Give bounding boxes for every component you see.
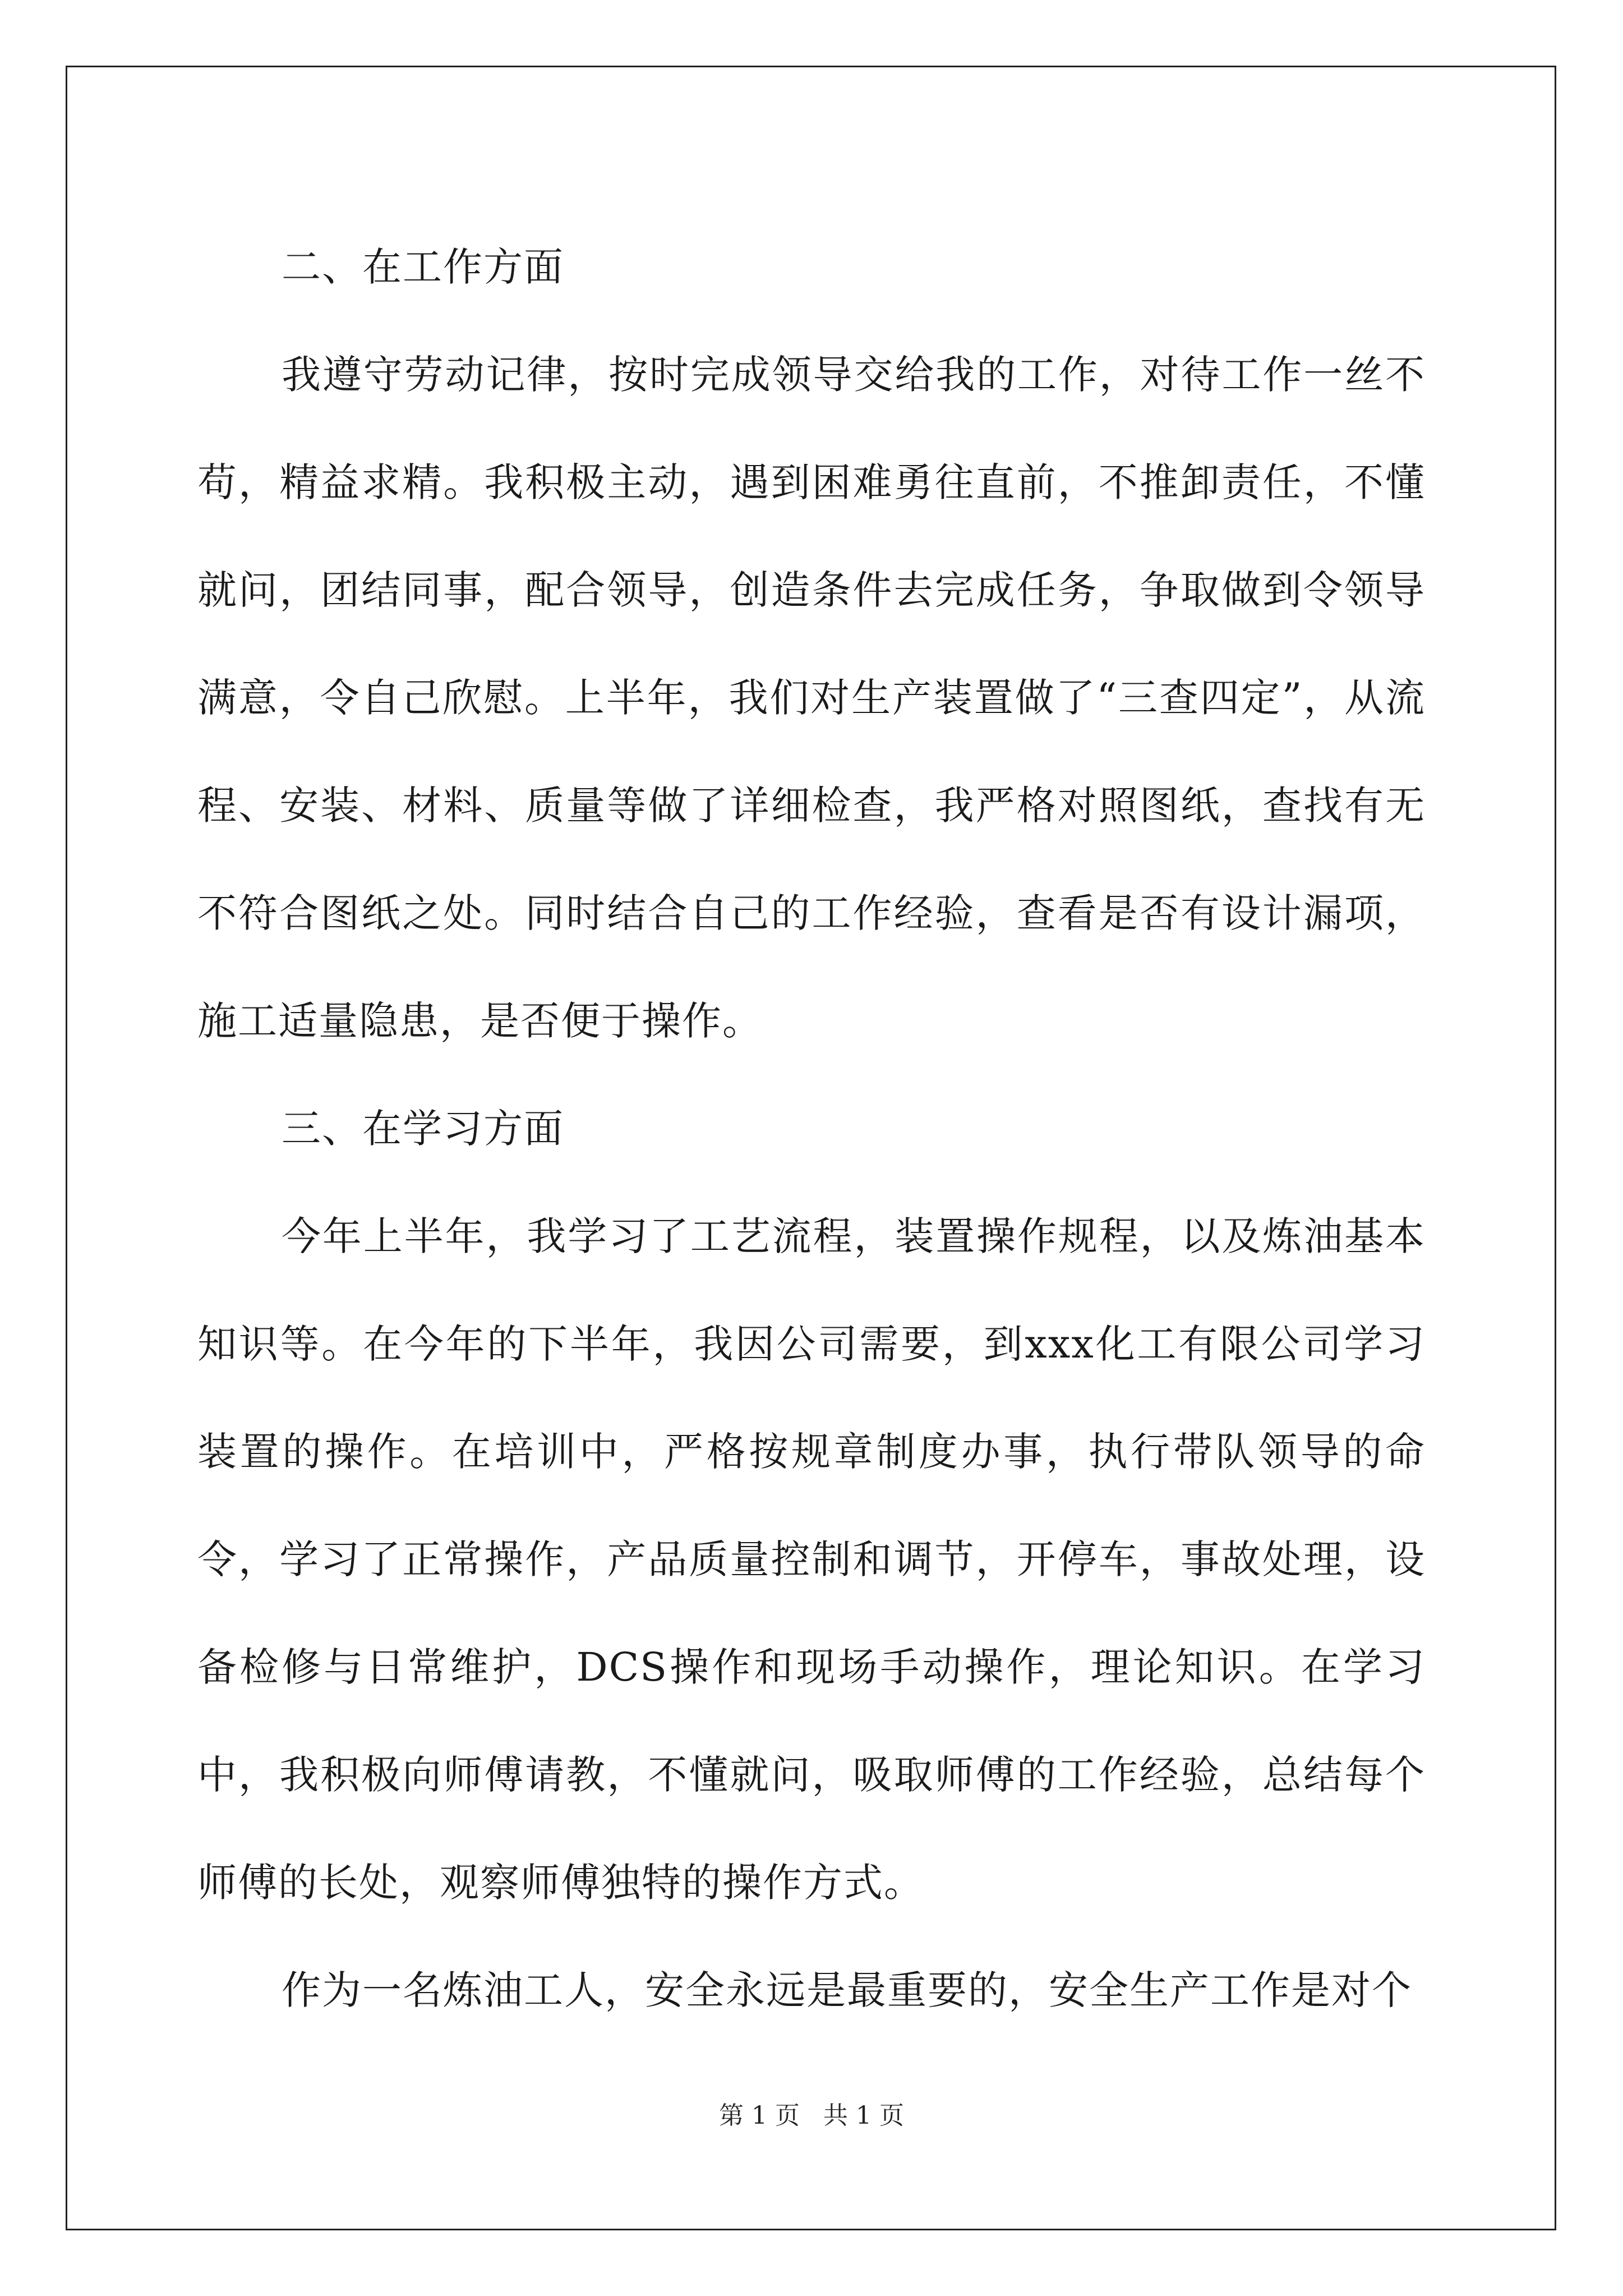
paragraph-work: 我遵守劳动记律，按时完成领导交给我的工作，对待工作一丝不苟，精益求精。我积极主动，遇到困难勇往直前，不推卸责任，不懂就问，团结同事，配合领导，创造条件去完成任务，争取做到令领导满意，令自己欣慰。上半年，我们对生产装置做了“三查四定”，从流程、安装、材料、质量等做了详细检查，我严格对照图纸，查找有无不符合图纸之处。同时结合自己的工作经验，查看是否有设计漏项，施工适量隐患，是否便于操作。 bbox=[197, 352, 1426, 1044]
paragraph-study: 今年上半年，我学习了工艺流程，装置操作规程，以及炼油基本知识等。在今年的下半年，我因公司需要，到xxx化工有限公司学习装置的操作。在培训中，严格按规章制度办事，执行带队领导的命令，学习了正常操作，产品质量控制和调节，开停车，事故处理，设备检修与日常维护，DCS操作和现场手动操作，理论知识。在学习中，我积极向师傅请教，不懂就问，吸取师傅的工作经验，总结每个师傅的长处，观察师傅独特的操作方式。 bbox=[197, 1213, 1426, 1906]
page-number-footer: 第 1 页 共 1 页 bbox=[719, 2101, 904, 2130]
section-heading-study: 三、在学习方面 bbox=[282, 1106, 564, 1152]
paragraph-safety: 作为一名炼油工人，安全永远是最重要的，安全生产工作是对个 bbox=[282, 1967, 1412, 2013]
section-heading-work: 二、在工作方面 bbox=[282, 244, 564, 290]
document-body bbox=[197, 213, 1426, 2044]
